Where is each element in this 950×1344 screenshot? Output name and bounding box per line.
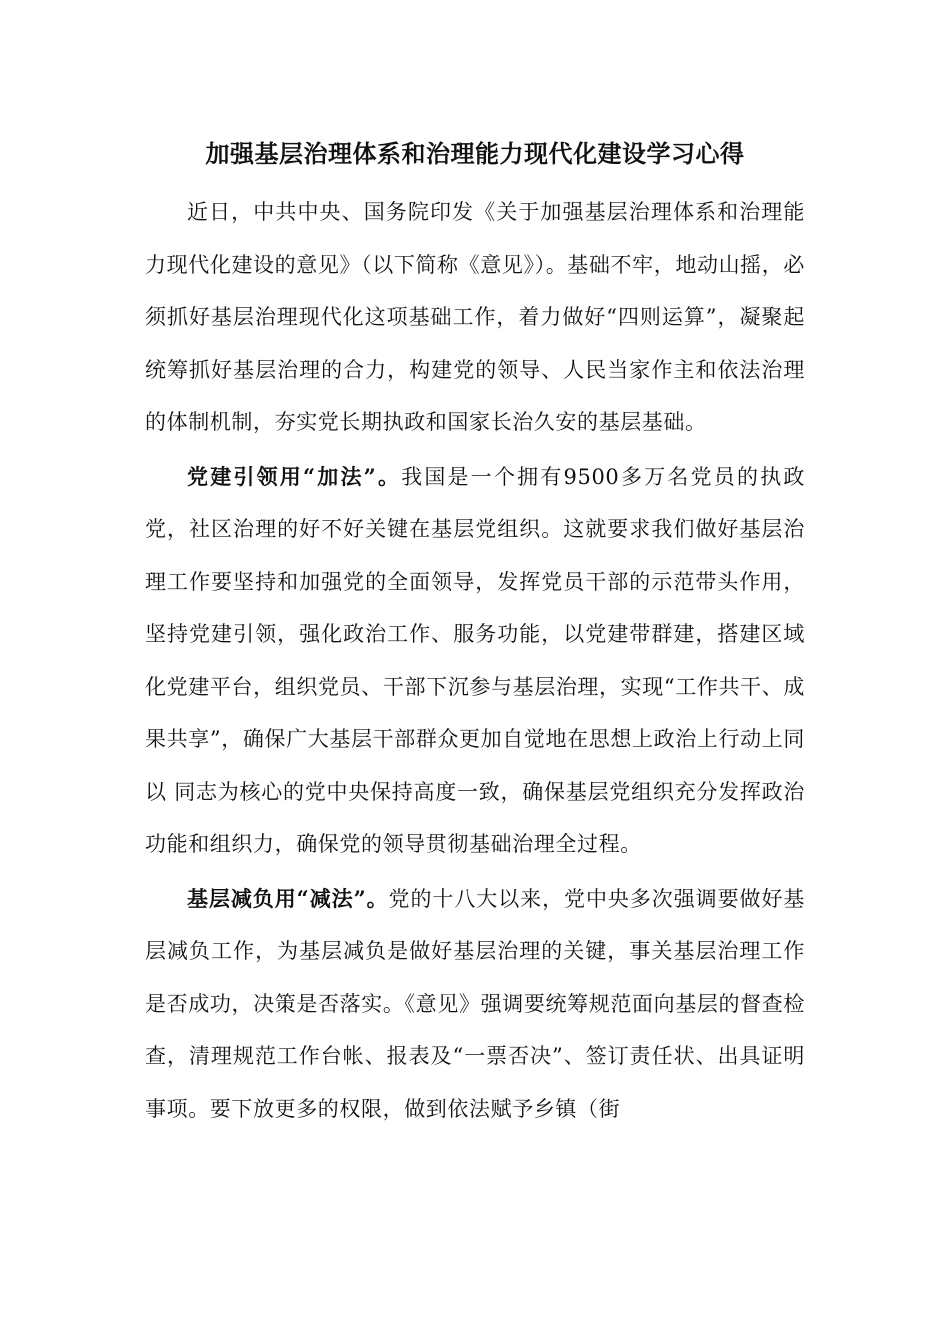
paragraph-intro [145,186,805,449]
document-title: 加强基层治理体系和治理能力现代化建设学习心得 [205,139,745,168]
paragraph-lead-heading: 党建引领用“加法”。 [187,463,402,489]
paragraph-text: 近日，中共中央、国务院印发《关于加强基层治理体系和治理能力现代化建设的意见》（以下简称《意见》）。基础不牢，地动山摇，必须抓好基层治理现代化这项基础工作，着力做好“四则运算”，凝聚起统筹抓好基层治理的合力，构建党的领导、人民当家作主和依法治理的体制机制，夯实党长期执政和国家长治久安的基层基础。 [145,200,805,434]
paragraph-party-building [145,451,805,871]
paragraph-lead-heading: 基层减负用“减法”。 [187,885,389,911]
paragraph-text: 我国是一个拥有9500多万名党员的执政党，社区治理的好不好关键在基层党组织。这就要求我们做好基层治理工作要坚持和加强党的全面领导，发挥党员干部的示范带头作用，坚持党建引领，强化政治工作、服务功能，以党建带群建，搭建区域化党建平台，组织党员、干部下沉参与基层治理，实现“工作共干、成果共享”，确保广大基层干部群众更加自觉地在思想上政治上行动上同以 同志为核心的党中央保持高度一致，确保基层党组织充分发挥政治功能和组织力，确保党的领导贯彻基础治理全过程。 [145,464,805,856]
document-body [145,186,805,1135]
paragraph-burden-reduction [145,873,805,1136]
paragraph-text: 党的十八大以来，党中央多次强调要做好基层减负工作，为基层减负是做好基层治理的关键，事关基层治理工作是否成功，决策是否落实。《意见》强调要统筹规范面向基层的督查检查，清理规范工作台帐、报表及“一票否决”、签订责任状、出具证明事项。要下放更多的权限，做到依法赋予乡镇（街 [145,886,805,1121]
